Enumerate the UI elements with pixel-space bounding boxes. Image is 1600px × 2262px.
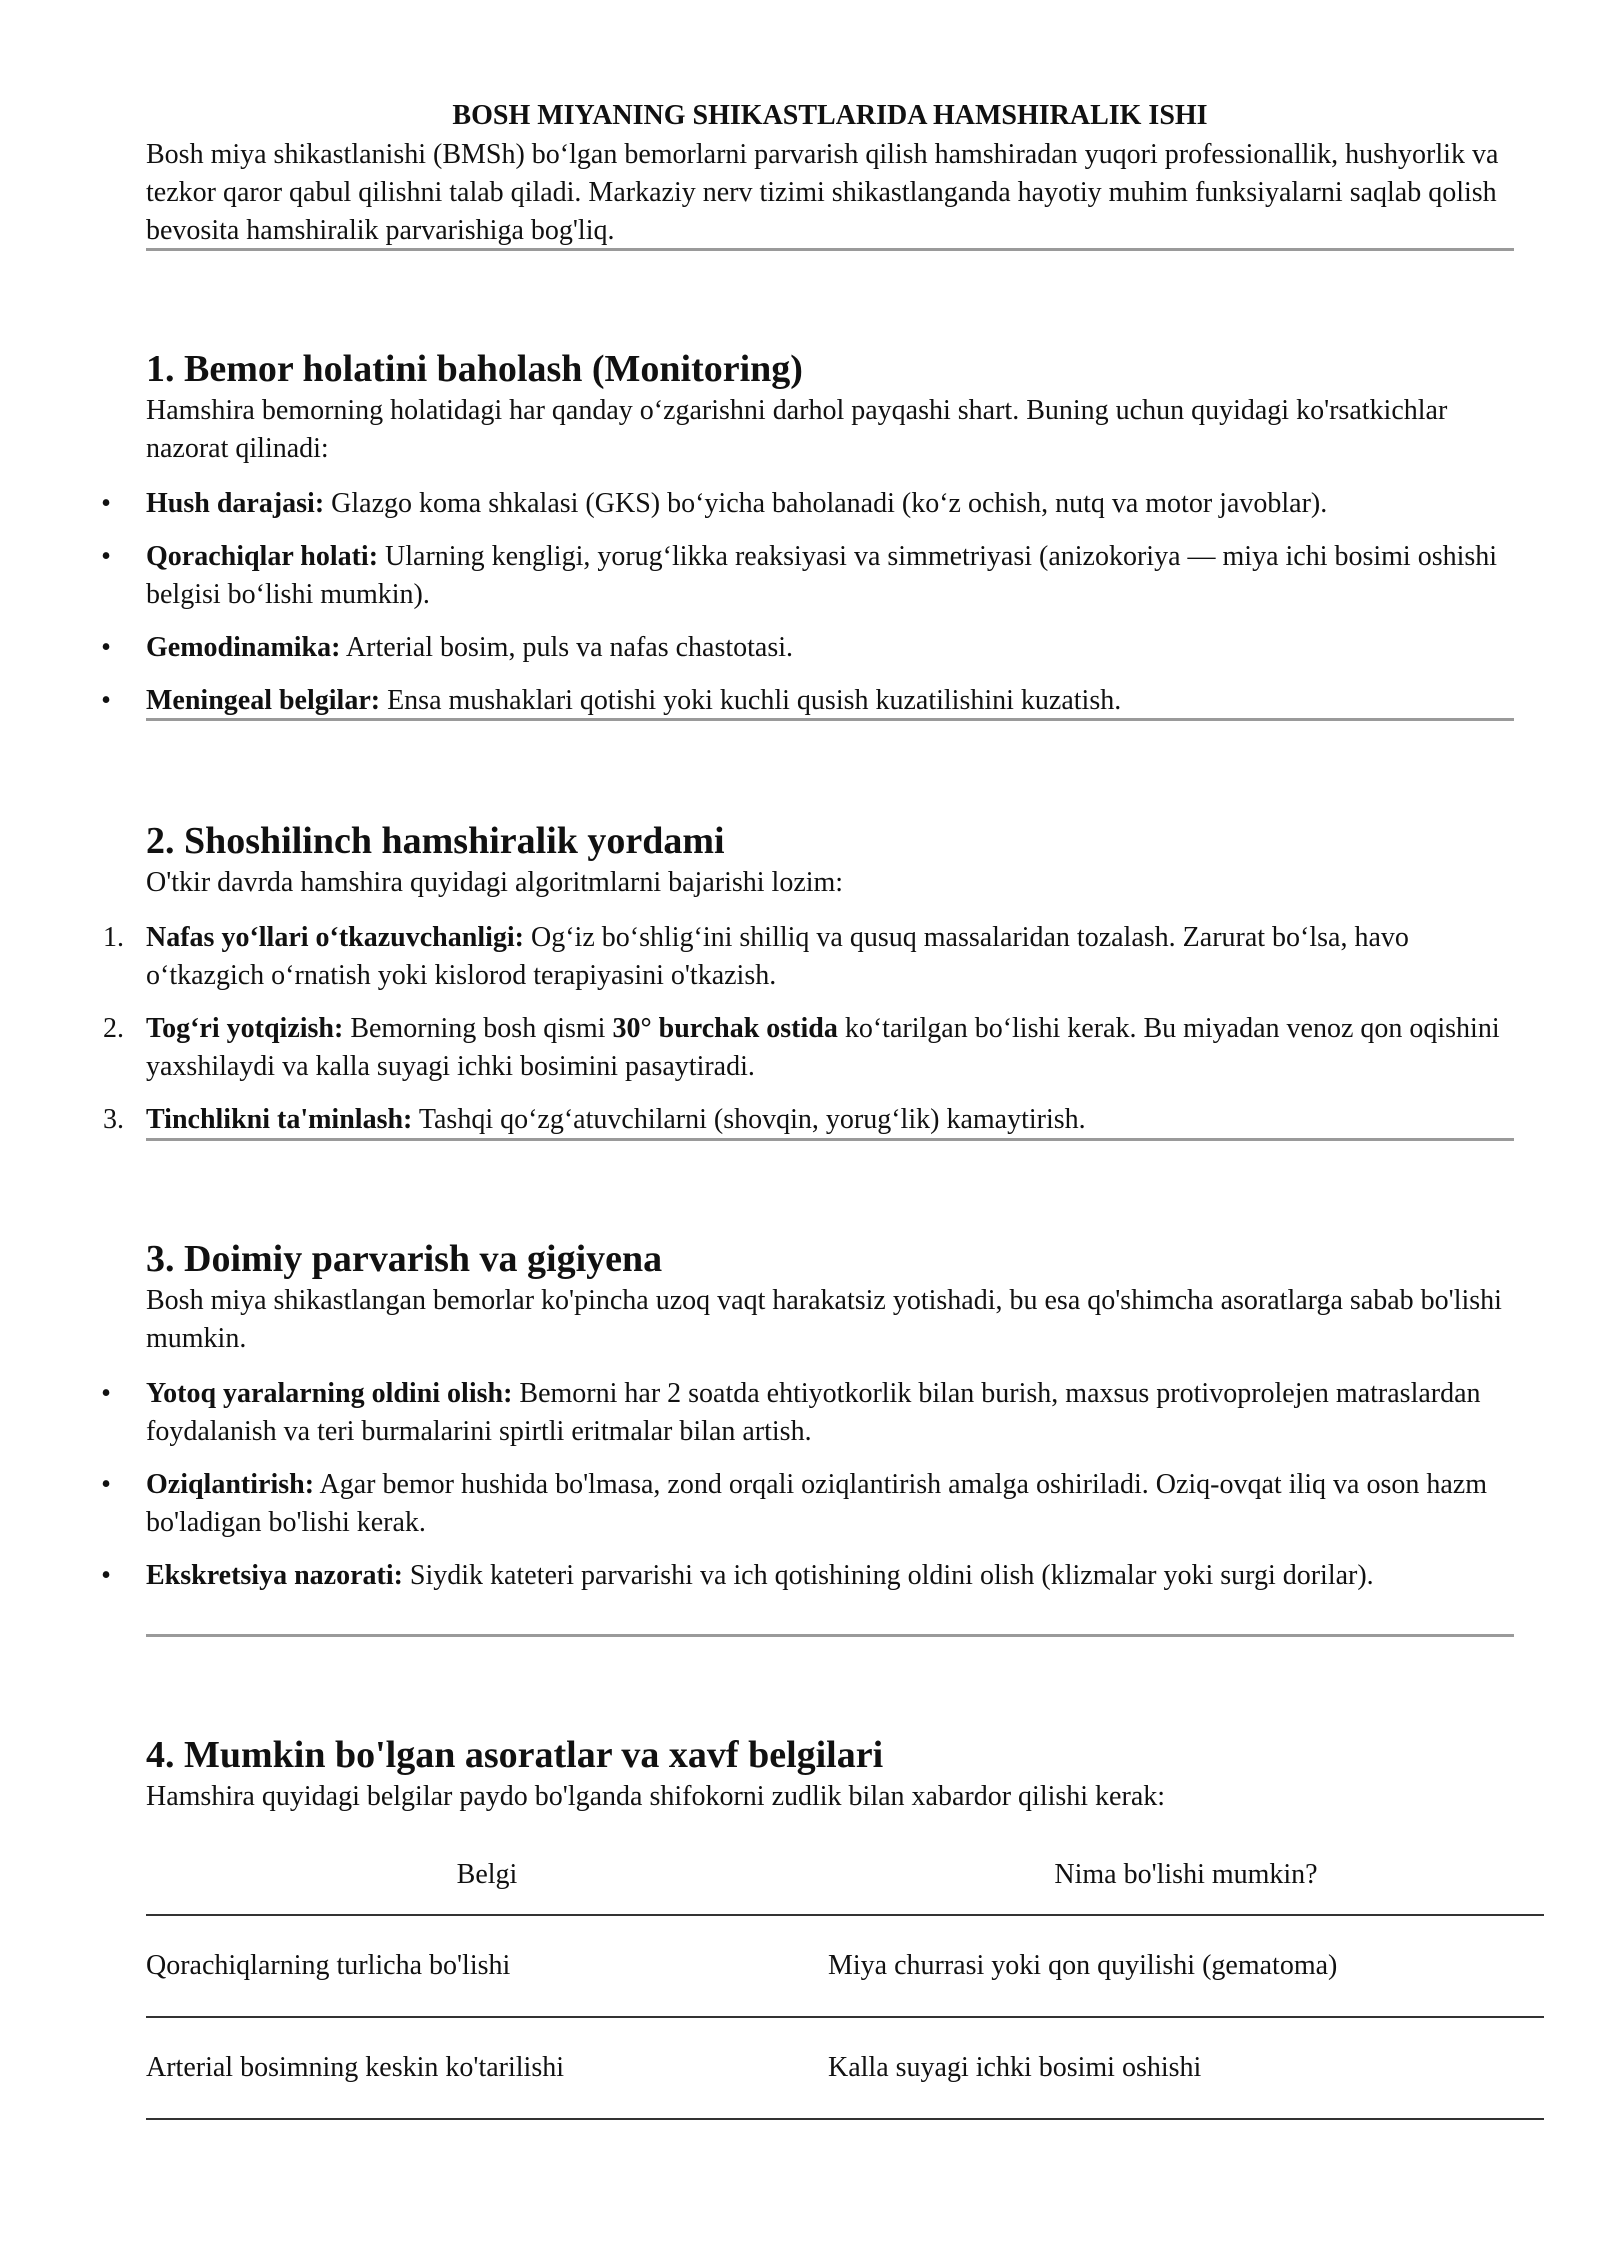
table-header-row bbox=[146, 1836, 1544, 1916]
list-item bbox=[101, 1375, 1514, 1451]
item-emphasis: 30° burchak ostida bbox=[612, 1013, 838, 1044]
section-2-intro bbox=[146, 864, 1514, 902]
column-header-meaning: Nima bo'lishi mumkin? bbox=[1054, 1859, 1318, 1890]
item-term: Hush darajasi: bbox=[146, 488, 325, 519]
bullet-icon: • bbox=[101, 541, 111, 572]
section-divider bbox=[146, 248, 1514, 251]
item-text: Bemorning bosh qismi bbox=[343, 1013, 613, 1044]
bullet-icon: • bbox=[101, 1560, 111, 1591]
item-number: 2. bbox=[103, 1013, 124, 1044]
section-4-intro-text: Hamshira quyidagi belgilar paydo bo'lganda shifokorni zudlik bilan xabardor qilishi kerak: bbox=[146, 1781, 1166, 1812]
column-header-sign: Belgi bbox=[456, 1859, 518, 1890]
item-term: Yotoq yaralarning oldini olish: bbox=[146, 1378, 513, 1409]
list-item bbox=[101, 538, 1514, 614]
section-divider bbox=[146, 718, 1514, 721]
item-term: Nafas yo‘llari o‘tkazuvchanligi: bbox=[146, 922, 524, 953]
item-number: 1. bbox=[103, 922, 124, 953]
section-2-list bbox=[103, 919, 1514, 1154]
item-term: Gemodinamika: bbox=[146, 632, 341, 663]
list-item bbox=[103, 919, 1514, 995]
section-2-heading: 2. Shoshilinch hamshiralik yordami bbox=[146, 820, 725, 862]
bullet-icon: • bbox=[101, 685, 111, 716]
section-1-intro bbox=[146, 392, 1514, 468]
item-term: Tog‘ri yotqizish: bbox=[146, 1013, 344, 1044]
list-item bbox=[101, 1466, 1514, 1542]
section-3-list bbox=[101, 1375, 1514, 1610]
table-cell: Arterial bosimning keskin ko'tarilishi bbox=[146, 2052, 564, 2083]
section-3-intro-text: Bosh miya shikastlangan bemorlar ko'pincha uzoq vaqt harakatsiz yotishadi, bu esa qo'shimcha asoratlarga sabab bo'lishi mumkin. bbox=[146, 1285, 1502, 1354]
item-text: Tashqi qo‘zg‘atuvchilarni (shovqin, yorug‘lik) kamaytirish. bbox=[412, 1104, 1086, 1135]
section-1-heading: 1. Bemor holatini baholash (Monitoring) bbox=[146, 348, 803, 390]
bullet-icon: • bbox=[101, 632, 111, 663]
item-text: ko‘tarilgan bo‘lishi kerak. Bu miyadan venoz qon oqishini yaxshilaydi va kalla suyagi ichki bosimini pasaytiradi. bbox=[146, 1013, 1500, 1082]
risk-signs-table bbox=[146, 1836, 1544, 2120]
section-divider bbox=[146, 1138, 1514, 1141]
list-item bbox=[101, 1557, 1514, 1595]
section-3-intro bbox=[146, 1282, 1514, 1358]
section-4-intro bbox=[146, 1778, 1514, 1816]
item-text: Arterial bosim, puls va nafas chastotasi. bbox=[340, 632, 794, 663]
table-row bbox=[146, 1916, 1544, 2018]
document-title: BOSH MIYANING SHIKASTLARIDA HAMSHIRALIK ISHI bbox=[452, 100, 1208, 131]
section-3-heading: 3. Doimiy parvarish va gigiyena bbox=[146, 1238, 663, 1280]
table-row bbox=[146, 2018, 1544, 2120]
item-text: Siydik kateteri parvarishi va ich qotishining oldini olish (klizmalar yoki surgi dorilar). bbox=[402, 1560, 1374, 1591]
table-cell: Qorachiqlarning turlicha bo'lishi bbox=[146, 1950, 511, 1981]
item-term: Ekskretsiya nazorati: bbox=[146, 1560, 403, 1591]
item-term: Meningeal belgilar: bbox=[146, 685, 381, 716]
item-text: Ularning kengligi, yorug‘likka reaksiyasi va simmetriyasi (anizokoriya — miya ichi bosimi oshishi belgisi bo‘lishi mumkin). bbox=[146, 541, 1498, 610]
item-term: Qorachiqlar holati: bbox=[146, 541, 379, 572]
bullet-icon: • bbox=[101, 1469, 111, 1500]
list-item bbox=[103, 1101, 1514, 1139]
intro-paragraph bbox=[146, 136, 1514, 250]
item-text: Bemorni har 2 soatda ehtiyotkorlik bilan burish, maxsus protivoprolejen matraslardan foydalanish va teri burmalarini spirtli eritmalar bilan artish. bbox=[146, 1378, 1481, 1447]
section-4-heading: 4. Mumkin bo'lgan asoratlar va xavf belgilari bbox=[146, 1734, 884, 1776]
section-1-intro-text: Hamshira bemorning holatidagi har qanday o‘zgarishni darhol payqashi shart. Buning uchun quyidagi ko'rsatkichlar nazorat qilinadi: bbox=[146, 395, 1448, 464]
table-cell: Miya churrasi yoki qon quyilishi (gematoma) bbox=[828, 1950, 1338, 1981]
list-item bbox=[101, 629, 1514, 667]
bullet-icon: • bbox=[101, 1378, 111, 1409]
bullet-icon: • bbox=[101, 488, 111, 519]
list-item bbox=[101, 682, 1514, 720]
list-item bbox=[101, 485, 1514, 523]
item-number: 3. bbox=[103, 1104, 124, 1135]
list-item bbox=[103, 1010, 1514, 1086]
intro-text: Bosh miya shikastlanishi (BMSh) bo‘lgan bemorlarni parvarish qilish hamshiradan yuqori professionallik, hushyorlik va tezkor qaror qabul qilishni talab qiladi. Markaziy nerv tizimi shikastlanganda hayotiy muhim funksiyalarni saqlab qolish bevosita hamshiralik parvarishiga bog'liq. bbox=[146, 139, 1499, 246]
item-text: Agar bemor hushida bo'lmasa, zond orqali oziqlantirish amalga oshiriladi. Oziq-ovqat iliq va oson hazm bo'ladigan bo'lishi kerak. bbox=[146, 1469, 1488, 1538]
item-text: Og‘iz bo‘shlig‘ini shilliq va qusuq massalaridan tozalash. Zarurat bo‘lsa, havo o‘tkazgich o‘rnatish yoki kislorod terapiyasini o'tkazish. bbox=[146, 922, 1409, 991]
item-text: Ensa mushaklari qotishi yoki kuchli qusish kuzatilishini kuzatish. bbox=[380, 685, 1122, 716]
item-text: Glazgo koma shkalasi (GKS) bo‘yicha baholanadi (ko‘z ochish, nutq va motor javoblar). bbox=[324, 488, 1328, 519]
section-2-intro-text: O'tkir davrda hamshira quyidagi algoritmlarni bajarishi lozim: bbox=[146, 867, 844, 898]
item-term: Oziqlantirish: bbox=[146, 1469, 315, 1500]
section-divider bbox=[146, 1634, 1514, 1637]
item-term: Tinchlikni ta'minlash: bbox=[146, 1104, 413, 1135]
table-cell: Kalla suyagi ichki bosimi oshishi bbox=[828, 2052, 1202, 2083]
section-1-list bbox=[101, 485, 1514, 735]
